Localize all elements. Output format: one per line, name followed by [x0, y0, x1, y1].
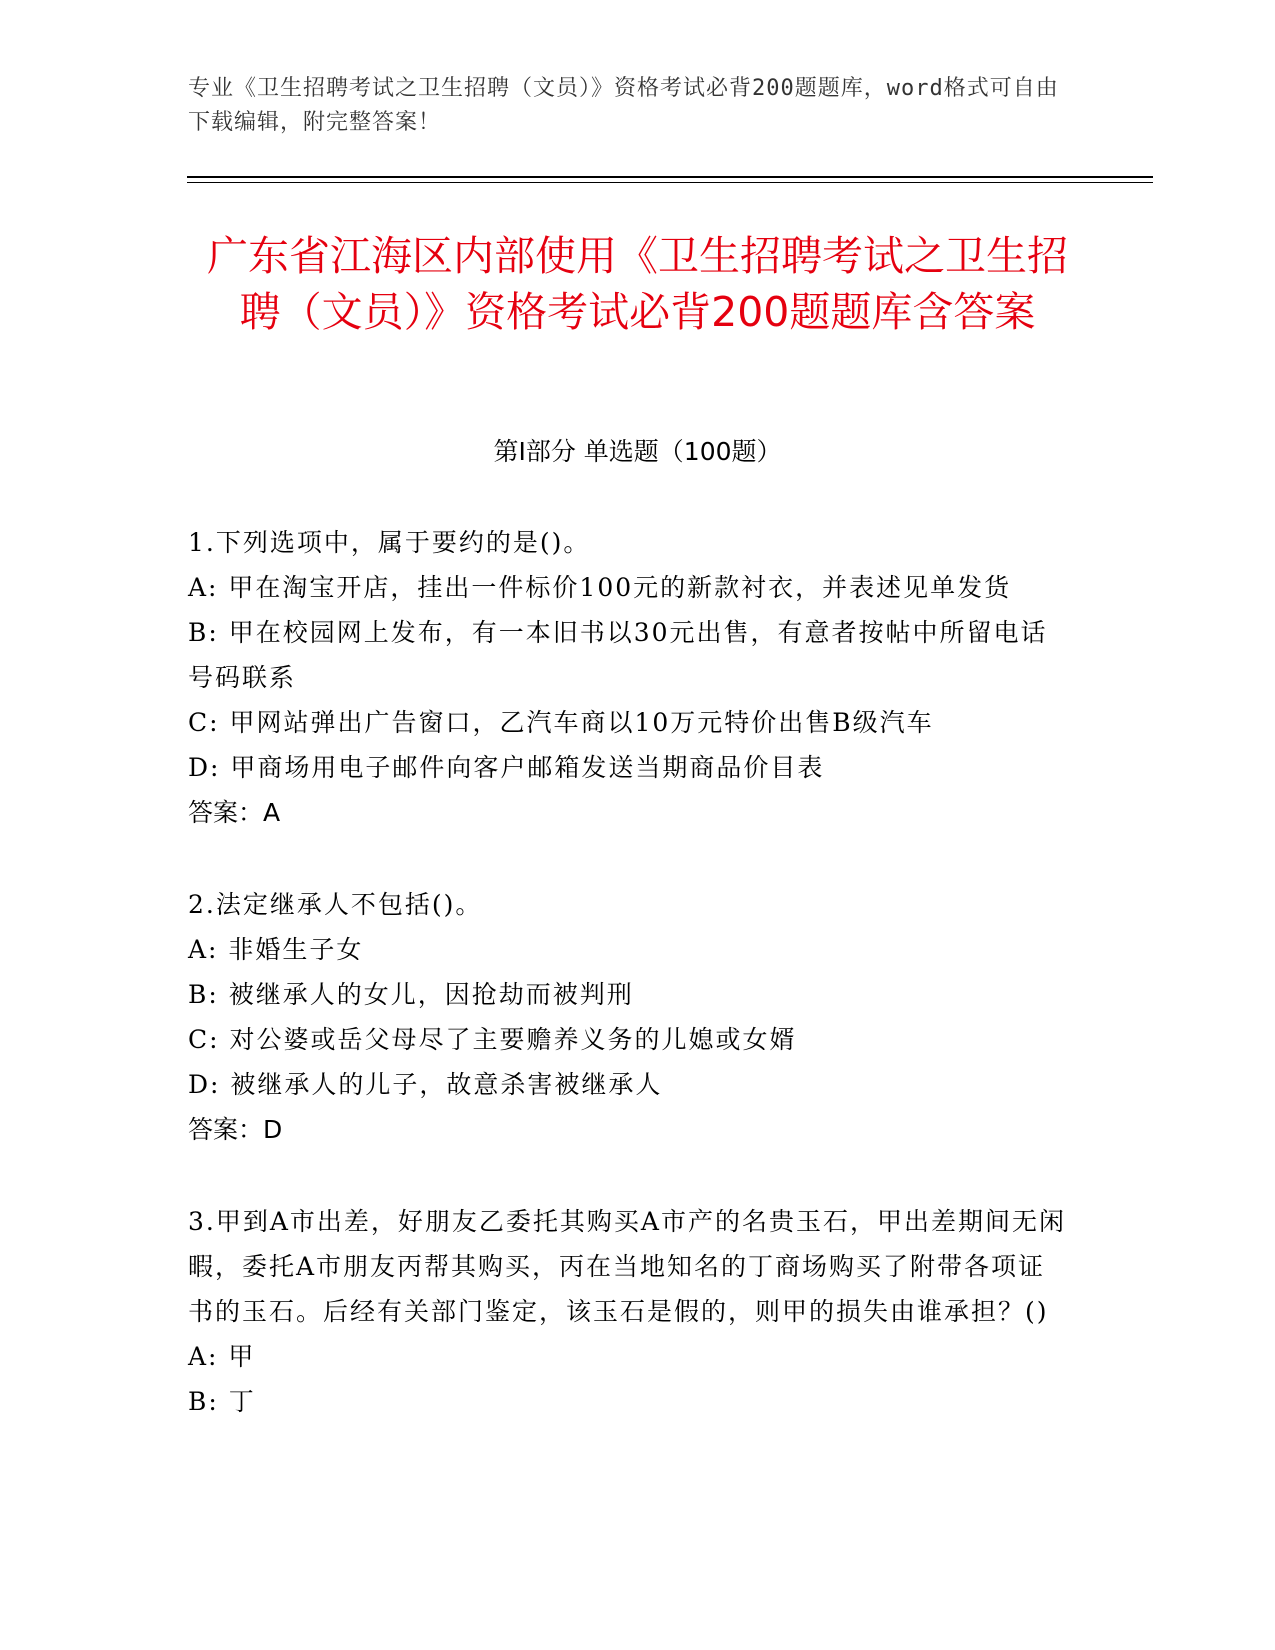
option-c: C: 对公婆或岳父母尽了主要赡养义务的儿媳或女婿 — [188, 1025, 797, 1054]
option-b: B: 丁 — [188, 1387, 256, 1416]
document-title: 广东省江海区内部使用《卫生招聘考试之卫生招聘（文员）》资格考试必背200题题库含答案 — [207, 232, 1068, 336]
answer: 答案：A — [188, 798, 281, 827]
question-stem: 2.法定继承人不包括()。 — [188, 890, 483, 919]
answer: 答案：D — [188, 1115, 283, 1144]
option-d: D: 被继承人的儿子，故意杀害被继承人 — [188, 1070, 663, 1099]
question-stem: 1.下列选项中，属于要约的是()。 — [188, 528, 591, 557]
option-a: A: 甲在淘宝开店，挂出一件标价100元的新款衬衣，并表述见单发货 — [188, 573, 1012, 602]
option-b: B: 被继承人的女儿，因抢劫而被判刑 — [188, 980, 634, 1009]
question-1 — [188, 520, 1068, 835]
section-title: 第Ⅰ部分 单选题（100题） — [493, 437, 782, 466]
option-b: B: 甲在校园网上发布，有一本旧书以30元出售，有意者按帖中所留电话号码联系 — [188, 618, 1048, 692]
question-2 — [188, 882, 1068, 1152]
question-stem: 3.甲到A市出差，好朋友乙委托其购买A市产的名贵玉石，甲出差期间无闲暇，委托A市朋友丙帮其购买，丙在当地知名的丁商场购买了附带各项证书的玉石。后经有关部门鉴定，该玉石是假的，则甲的损失由谁承担？() — [188, 1207, 1066, 1326]
header-note: 专业《卫生招聘考试之卫生招聘（文员）》资格考试必背200题题库，word格式可自由下载编辑，附完整答案！ — [188, 76, 1059, 135]
question-list — [188, 520, 1068, 1471]
question-3 — [188, 1199, 1068, 1424]
option-a: A: 非婚生子女 — [188, 935, 364, 964]
header-rule-thick — [187, 176, 1153, 178]
option-d: D: 甲商场用电子邮件向客户邮箱发送当期商品价目表 — [188, 753, 825, 782]
option-a: A: 甲 — [188, 1342, 256, 1371]
header-rule-thin — [187, 182, 1153, 183]
option-c: C: 甲网站弹出广告窗口，乙汽车商以10万元特价出售B级汽车 — [188, 708, 934, 737]
